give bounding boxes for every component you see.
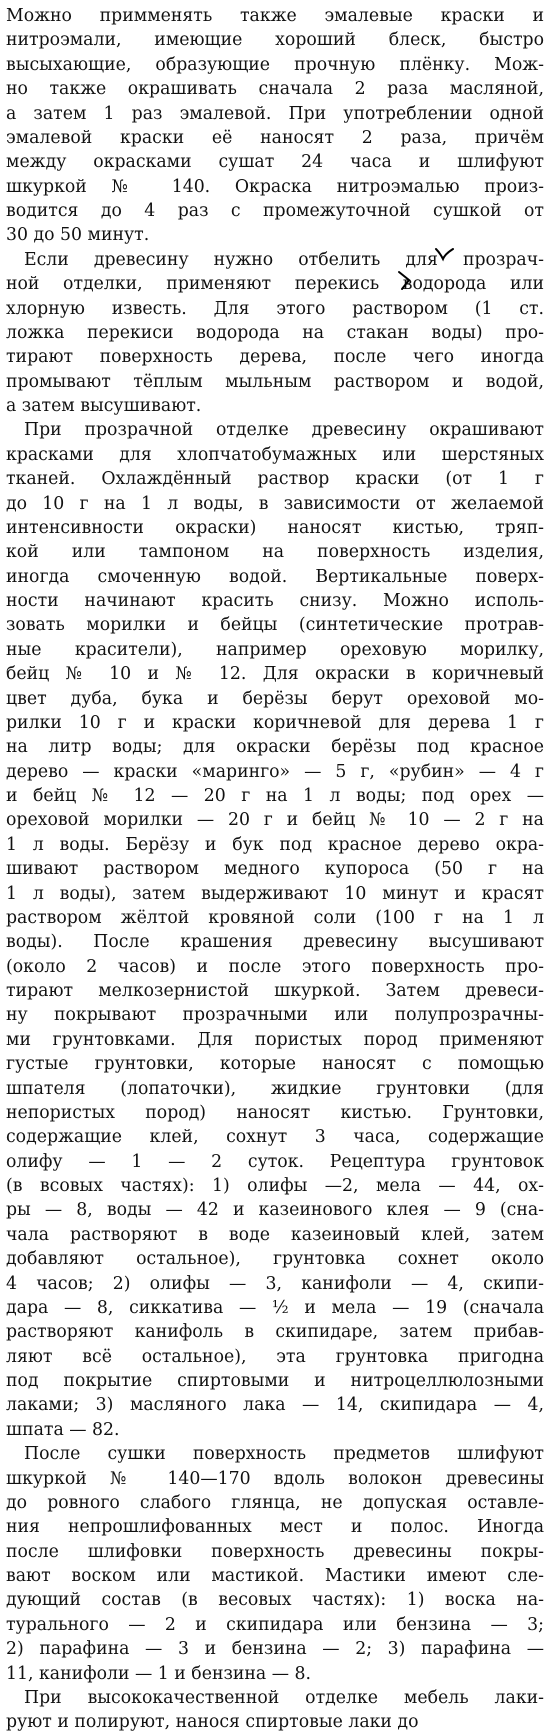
text-line: бейц № 10 и № 12. Для окраски в коричневый: [6, 664, 544, 685]
text-line: шкуркой № 140—170 вдоль волокон древесины: [6, 1468, 544, 1489]
paragraph: [6, 1442, 544, 1686]
text-line: а затем высушивают.: [6, 396, 202, 416]
text-line: до 10 г на 1 л воды, в зависимости от желаемой: [6, 493, 544, 514]
text-line: 4 часов; 2) олифы — 3, канифоли — 4, скипи-: [6, 1273, 544, 1294]
text-line: дара — 8, сиккатива — ½ и мела — 19 (сначала: [6, 1297, 544, 1318]
text-line: цвет дуба, бука и берёзы берут ореховой мо-: [6, 688, 544, 709]
text-line: раствором жёлтой кровяной соли (100 г на 1 л: [6, 907, 544, 928]
text-line: ложка перекиси водорода на стакан воды) про-: [6, 322, 544, 343]
text-line: 2) парафина — 3 и бензина — 2; 3) парафина —: [6, 1639, 544, 1660]
text-line: При прозрачной отделке древесину окрашивают: [24, 420, 544, 441]
text-line: ные красители), например ореховую морилку,: [6, 639, 544, 660]
text-line: нитроэмали, имеющие хороший блеск, быстро: [6, 30, 544, 51]
text-line: 11, канифоли — 1 и бензина — 8.: [6, 1663, 311, 1684]
text-line: лаками; 3) масляного лака — 14, скипидара — 4,: [6, 1395, 544, 1416]
text-line: шпателя (лопаточки), жидкие грунтовки (для: [6, 1078, 544, 1099]
text-line: и бейц № 12 — 20 г на 1 л воды; под орех —: [6, 786, 544, 806]
text-line: между окрасками сушат 24 часа и шлифуют: [6, 152, 544, 173]
text-line: тканей. Охлаждённый раствор краски (от 1 г: [6, 469, 544, 490]
text-line: (в всовых частях): 1) олифы —2, мела — 44, ох-: [6, 1176, 544, 1196]
document-body: [6, 4, 544, 1735]
text-line: ми грунтовками. Для пористых пород применяют: [6, 1029, 544, 1050]
text-line: шкуркой № 140. Окраска нитроэмалью произ-: [6, 176, 544, 197]
text-line: ореховой морилки — 20 г и бейц № 10 — 2 г на: [6, 810, 544, 831]
text-line: красками для хлопчатобумажных или шерстяных: [6, 444, 544, 465]
text-line: руют и полируют, нанося спиртовые лаки до: [6, 1712, 419, 1733]
text-line: воды). После крашения древесину высушивают: [6, 932, 544, 953]
text-line: шивают раствором медного купороса (50 г на: [6, 859, 544, 880]
text-line: хлорную известь. Для этого раствором (1 ст.: [6, 298, 544, 319]
text-line: содержащие клей, сохнут 3 часа, содержащие: [6, 1127, 544, 1148]
text-line: После сушки поверхность предметов шлифуют: [24, 1444, 544, 1465]
text-line: кой или тампоном на поверхность изделия,: [6, 542, 544, 563]
text-line: непористых пород) наносят кистью. Грунтовки,: [6, 1102, 544, 1123]
text-line: ры — 8, воды — 42 и казеинового клея — 9 (сна-: [6, 1200, 544, 1221]
text-line: высыхающие, образующие прочную плёнку. Мож-: [6, 54, 544, 75]
text-line: При высококачественной отделке мебель лаки-: [24, 1687, 544, 1708]
text-line: на литр воды; для окраски берёзы под красное: [6, 737, 544, 758]
text-line: водится до 4 раз с промежуточной сушкой от: [6, 201, 544, 221]
text-line: 1 л воды), затем выдерживают 10 минут и красят: [6, 883, 544, 904]
text-line: Можно примменять также эмалевые краски и: [6, 6, 544, 26]
text-line: чала растворяют в воде казеиновый клей, затем: [6, 1224, 544, 1245]
text-line: а затем 1 раз эмалевой. При употреблении одной: [6, 103, 544, 124]
text-line: олифу — 1 — 2 суток. Рецептура грунтовок: [6, 1151, 544, 1172]
text-line: промывают тёплым мыльным раствором и водой,: [6, 371, 544, 392]
text-line: интенсивности окраски) наносят кистью, тряп-: [6, 517, 544, 538]
paragraph: [6, 418, 544, 1442]
paragraph: [6, 4, 544, 248]
text-line: ляют всё остальное), эта грунтовка пригодна: [6, 1346, 544, 1367]
text-line: зовать морилки и бейцы (синтетические протрав-: [6, 615, 544, 636]
text-line: дерево — краски «маринго» — 5 г, «рубин» — 4 г: [6, 761, 544, 782]
text-line: дующий состав (в весовых частях): 1) воска на-: [6, 1590, 544, 1611]
handwritten-mark: [433, 244, 457, 268]
text-line: Если древесину нужно отбелить для прозрач-: [24, 249, 544, 270]
text-line: шпата — 82.: [6, 1419, 120, 1440]
text-line: тирают поверхность дерева, после чего иногда: [6, 347, 544, 368]
text-line: под покрытие спиртовыми и нитроцеллюлозными: [6, 1371, 544, 1391]
text-line: тирают мелкозернистой шкуркой. Затем древеси-: [6, 981, 544, 1001]
text-line: 1 л воды. Берёзу и бук под красное дерево окра-: [6, 834, 544, 855]
text-line: рилки 10 г и краски коричневой для дерева 1 г: [6, 712, 544, 733]
text-line: турального — 2 и скипидара или бензина — 3;: [6, 1614, 544, 1635]
text-line: 30 до 50 минут.: [6, 225, 150, 246]
text-line: (около 2 часов) и после этого поверхность про-: [6, 956, 544, 977]
text-line: но также окрашивать сначала 2 раза масляной,: [6, 79, 544, 100]
text-line: после шлифовки поверхность древесины покры-: [6, 1541, 544, 1562]
text-line: вают воском или мастикой. Мастики имеют сле-: [6, 1566, 544, 1586]
text-line: иногда смоченную водой. Вертикальные поверх-: [6, 566, 544, 587]
text-line: эмалевой краски её наносят 2 раза, причём: [6, 127, 544, 148]
text-line: ния непрошлифованных мест и полос. Иногда: [6, 1517, 544, 1538]
text-line: ности начинают красить снизу. Можно исполь-: [6, 591, 544, 611]
paragraph: [6, 248, 544, 419]
text-line: ну покрывают прозрачными или полупрозрачны-: [6, 1005, 544, 1026]
text-line: растворяют канифоль в скипидаре, затем прибав-: [6, 1322, 544, 1343]
text-line: ной отделки, применяют перекись водорода или: [6, 274, 544, 295]
handwritten-mark: [395, 268, 419, 292]
text-line: добавляют остальное), грунтовка сохнет около: [6, 1249, 544, 1270]
paragraph: [6, 1686, 544, 1735]
text-line: густые грунтовки, которые наносят с помощью: [6, 1054, 544, 1075]
text-line: до ровного слабого глянца, не допуская оставле-: [6, 1492, 544, 1513]
